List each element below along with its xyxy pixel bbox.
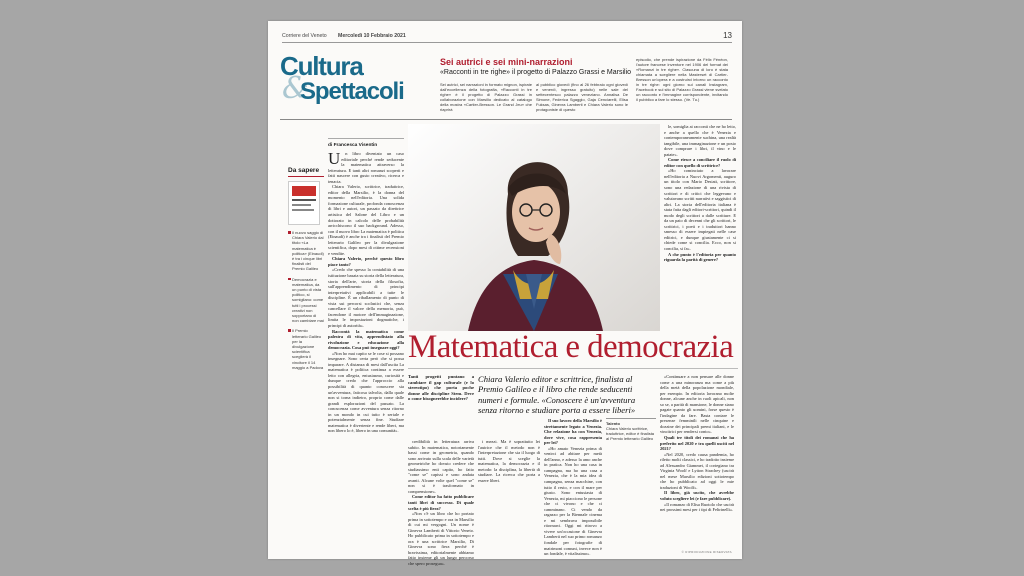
byline-rule: [328, 138, 404, 139]
paragraph: «Nel 2020, credo causa pandemia, ho riletto molti classici, e ho tradotto insieme ad Alessandro Giammei, il cortegiano tra Virginia Woolf e Lytton Strachey (uscirà nel mese Marsilio edizioni sottotempo che ho pubblicato ad oggi le mie traduzioni di Woolf».: [660, 451, 735, 490]
box-heading: Talento: [606, 421, 620, 426]
interview-question: Come riesce a conciliare il ruolo di editor con quello di scrittrice?: [664, 157, 736, 168]
article-column-4: [544, 418, 602, 557]
paragraph: «Il romanzo di Elisa Ruotolo che uscirà nei prossimi mesi per i tipi di Feltrinelli».: [660, 501, 734, 513]
interview-question: Come editor ha fatto pubblicare tanti libri di successo. Di quale scelta è più fiera?: [408, 494, 474, 511]
portrait-photo-illustration: [408, 124, 660, 331]
section-divider: [280, 119, 732, 120]
interview-question: A che punto è l'editoria per quanto riguarda la parità di genere?: [664, 251, 736, 263]
interview-question: Quali tre titoli dei romanzi che ha preferito nel 2020 e tra quelli usciti nel 2021?: [660, 435, 734, 452]
sidebar-item: [288, 230, 324, 272]
interview-question: Chiara Valerio, perché questo libro piace tanto?: [328, 256, 404, 267]
sidebar-item-text: Democrazia e matematica, da un punto di vista politico, si somigliano: come tutti i processi creativi non sopportano di non cambiare mai: [292, 276, 324, 324]
teaser-subtitle: «Racconti in tre righe» il progetto di Palazzo Grassi e Marsilio: [440, 69, 632, 76]
article-column-3: [478, 439, 540, 551]
deck-subheadline: Chiara Valerio editor e scrittrice, finalista al Premio Galileo e il libro che rende seducenti numeri e formule. «Conoscere è un'avventura senza ritorno e studiare porta a essere liberi»: [478, 374, 636, 416]
section-title-spettacoli: Spettacoli: [300, 78, 404, 105]
bullet-icon: [288, 278, 291, 281]
da-sapere-sidebar: [288, 167, 324, 407]
sidebar-item-text: Il Premio letterario Galileo per la divulgazione scientifica sceglierà il vincitore il 14 maggio a Padova: [292, 328, 324, 370]
interview-question: Raccontà la matematica come palestra di vita, apprendistato alla rivoluzione e educazione alla democrazia. Cosa può insegnare oggi?: [328, 328, 404, 351]
bullet-icon: [288, 329, 291, 332]
interview-question: Il suo lavoro della Marsilio è strettamente legato a Venezia. Che relazione ha con Venezia, dove vive, cosa rappresenta per lei?: [544, 418, 602, 446]
paragraph: credibilità in letteratura arriva subito. In matematica, notoriamente bassi come in geometria, quando sono arrivato sulla scala delle varietà geometriche ho dovuto credere che studiassimo enti capito, ho fatto "come se" capissi e sono andata avanti. Alcune volte quel "come se" non si è trasformato in comprensione».: [408, 439, 474, 494]
teaser-title: Sei autrici e sei mini-narrazioni: [440, 57, 573, 67]
newspaper-page: [268, 21, 742, 567]
paragraph: n libro diventato un caso editoriale perché rende seducente la matematica attraverso la letteratura. E tanti altri romanzi scoperti e fatti nascere con gusto creativo, ricerca e tenacia.: [328, 151, 404, 184]
sidebar-item: [288, 328, 324, 370]
section-title-ampersand: &: [282, 71, 309, 106]
byline: di Francesca Visentin: [328, 143, 378, 148]
article-column-5: [660, 374, 734, 551]
paragraph: «Non c'è un libro che ho portato prima in sottotempo e ora in Marsilio di cui mi vergogni. Un nome è Ginevra Lamberti di Vittorio Veneto. Ho pubblicato prima in sottotempo e ora è una scrittrice Marsilio, Di Ginevra sono fiera perché è bravissima, editorialmente abbiamo fatto insieme gli un lungo percorso che spero prosegua».: [408, 511, 474, 567]
page-number: 13: [723, 31, 732, 40]
paragraph: Chiara Valerio, scrittrice, traduttrice, editor della Marsilio, è la donna del momento nell'editoria. Una solida formazione culturale, profonda conoscenza di libri e autori, un passato da direttrice artistica del Salone del Libro e un dottorato in calcolo delle probabilità arricchiscono il suo background. Adesso, con il nuovo libro La matematica è politica (Einaudi) è anche tra i finalisti del Premio letterario Galileo per la divulgazione scientifica, dopo mesi di ottime recensioni e vendite.: [328, 184, 404, 256]
drop-cap: U: [328, 149, 341, 168]
article-column-1: [328, 151, 404, 551]
sidebar-rule: [288, 176, 324, 177]
running-header: [282, 31, 732, 43]
teaser-text-col3: episodio, che prende ispirazione da Félix Fénéon, l'autore francese inventore nel 1906 del format dei «Romanzi in tre righe». Ciascuna di loro è stata chiamata a scegliere nella Masterset di Cartier-Bresson un'opera e a costruirci intorno un racconto in tre righe: ogni giorno sui canali Instagram, Facebook e sul sito di Palazzo Grassi viene svelato un racconto e l'immagine corrispondente, invitando il pubblico a fare lo stesso. (Ve. Tu.): [636, 57, 728, 102]
section-title: [280, 51, 404, 106]
sidebar-label: Da sapere: [288, 167, 320, 174]
box-rule: [606, 418, 656, 419]
section-title-cultura: Cultura: [280, 51, 363, 81]
book-cover-image: [288, 181, 320, 225]
interview-question: Il libro, già uscito, che avrebbe voluto scegliere lei (e fare pubblicare).: [660, 490, 734, 502]
box-text: Chiara Valerio scrittrice, traduttrice, editor è finalista al Premio letterario Galileo: [606, 426, 655, 441]
bullet-icon: [288, 231, 291, 234]
newspaper-name: Corriere del Veneto: [282, 33, 327, 39]
header-rule: [282, 42, 732, 43]
portrait-photo: [408, 124, 660, 331]
paragraph: i mezzi. Ma è soprattutto lei l'autrice che il metodo non è l'interpretazione che sia il luogo di tutti. Dove si sceglie la matematica, la democrazia e il metodo: la disciplina, la libertà di studiare. La ricerca che porta a essere liberi.: [478, 439, 540, 483]
paragraph: «Continuare a non pensare alle donne come a una minoranza ma come a più della metà della popolazione mondiale, per esempio. In editoria lavorano molte donne, alcune anche in ruoli apicali, non so se, a parità di mansione, le donne siano pagate quanto gli uomini, forse questo è l'indagine da fare. Basta contare le presenze femminili nelle cinquine e dozzine dei principali premi italiani, e le vincitrici per rendersi conto».: [660, 374, 734, 435]
sidebar-item: [288, 277, 324, 324]
teaser-text-col1: Sei autrici, sei narrazioni in formato mignon, ispirate dall'eccellenza della fotografia, «Racconti in tre righe» è il progetto di Palazzo Grassi in collaborazione con Marsilio dedicato al catalogo della mostra «Cartier-Bresson. Le Grand Jeu» che riaprirà: [440, 82, 532, 112]
talento-box: [606, 418, 656, 488]
paragraph: «Ho amato Venezia prima di venirci ad abitare per metà dell'anno, e adesso la amo anche in pratica. Non ho una casa in campagna, ma ho una casa a Venezia, che è la mia idea di campagna, senza macchine, con tutto il resto, e con il mare per giusto. Sono entusiasta di Venezia, mi piacciono le persone che ci vivono e che ci camminano. Ci vendo da ragazzo per la Biennale cinema e mi sembrava impossibile ritornarci. Oggi mi ritrovo a vivere un'occasione di Ginevra Lamberti nel suo primo romanzo fondale per fotografie di matrimoni comuni, invece non è un fondale, è vitalissimo».: [544, 445, 602, 557]
paragraph: «Non ho mai capito se le cose si possano insegnare. Sono certa però che si possa imparare. A distanza di mesi dall'uscita La matematica è politica continua a essere letto con allegria, entusiasmo, curiosità e dunque credo che l'approccio alla possibilità di quanto conoscere sia un'avventura, faticosa talvolta, dalla quale non si torna indietro, proprio come dalle grandi esplorazioni del passato. La conoscenza come avventura senza ritorno in un mondo in cui tutto è seriale e potenzialmente senza fine. Studiare matematica è divertente e rende liberi, ma non libero lo è, libero in una comunità».: [328, 350, 404, 434]
article-column-right: [664, 124, 736, 329]
sidebar-item-text: Il nuovo saggio di Chiara Valerio dal titolo «La matematica è politica» (Einaudi) è tra i cinque libri finalisti del Premio Galileo: [292, 230, 324, 272]
headline: Matematica e democrazia: [408, 329, 734, 365]
headline-rule: [408, 368, 738, 369]
copyright-notice: © RIPRODUZIONE RISERVATA: [681, 550, 732, 554]
paragraph: «Ho cominciato a lavorare nell'editoria a Nuovi Argomenti, auguro un titolo con Mario Desiati, scrittore, sono una redazione di una rivista di scrittori e di critici che leggevano e valutavano scritti narrativi e saggistici di altri. La storia dell'editoria italiana è stata fatta dagli editori-scrittori, quindi il modo degli scrittori a dalle scritture. E da un paio di decenni che gli scrittori, le scrittrici, i poeti e i traduttori hanno smesso di essere impiegati nelle case editrici, e dunque giustamente ci si chiede come si concilia. Ecco, non si concilia, si fa».: [664, 168, 736, 252]
teaser-text-col2: al pubblico giovedì (fino al 26 febbraio ogni giovedì e venerdì, ingresso gratuito) nelle sale del settecentesco palazzo veneziano. Annalisa De Simone, Federica Sgaggio, Gaja Cenciarelli, Elisa Fuksas, Ginevra Lamberti e Chiara Valerio sono le protagoniste di questo: [536, 82, 628, 112]
issue-date: Mercoledì 10 Febbraio 2021: [338, 33, 406, 39]
teaser-box: [440, 57, 736, 117]
paragraph: «Credo che spesso la contabilità di una istituzione basata su storia della letteratura, storia dell'arte, storia della filosofia, sull'apprendimento di principi interpretativi applicabili a tutte le discipline. È un riballamento di punto di vista sui percorsi scolastici che, senza cancellare il valore della memoria, può, facendone il motore dell'immaginazione, limita le impostazioni dogmatiche, i principi di autorità».: [328, 267, 404, 328]
paragraph: le, somiglia ai racconti che ne ho letto, e anche a quello che è Venezia e contemporaneamente suchina, una realtà tangibile, una immaginazione e un posto dove comprare i libri, il vino e le patate».: [664, 124, 736, 157]
article-column-2: [408, 439, 474, 567]
intro-question: Tanti progetti puntano a cambiare il gap culturale (e lo stereotipo) che porta poche donne alle discipline Stem. Deve o come bisognerebbe incidere?: [408, 374, 474, 402]
